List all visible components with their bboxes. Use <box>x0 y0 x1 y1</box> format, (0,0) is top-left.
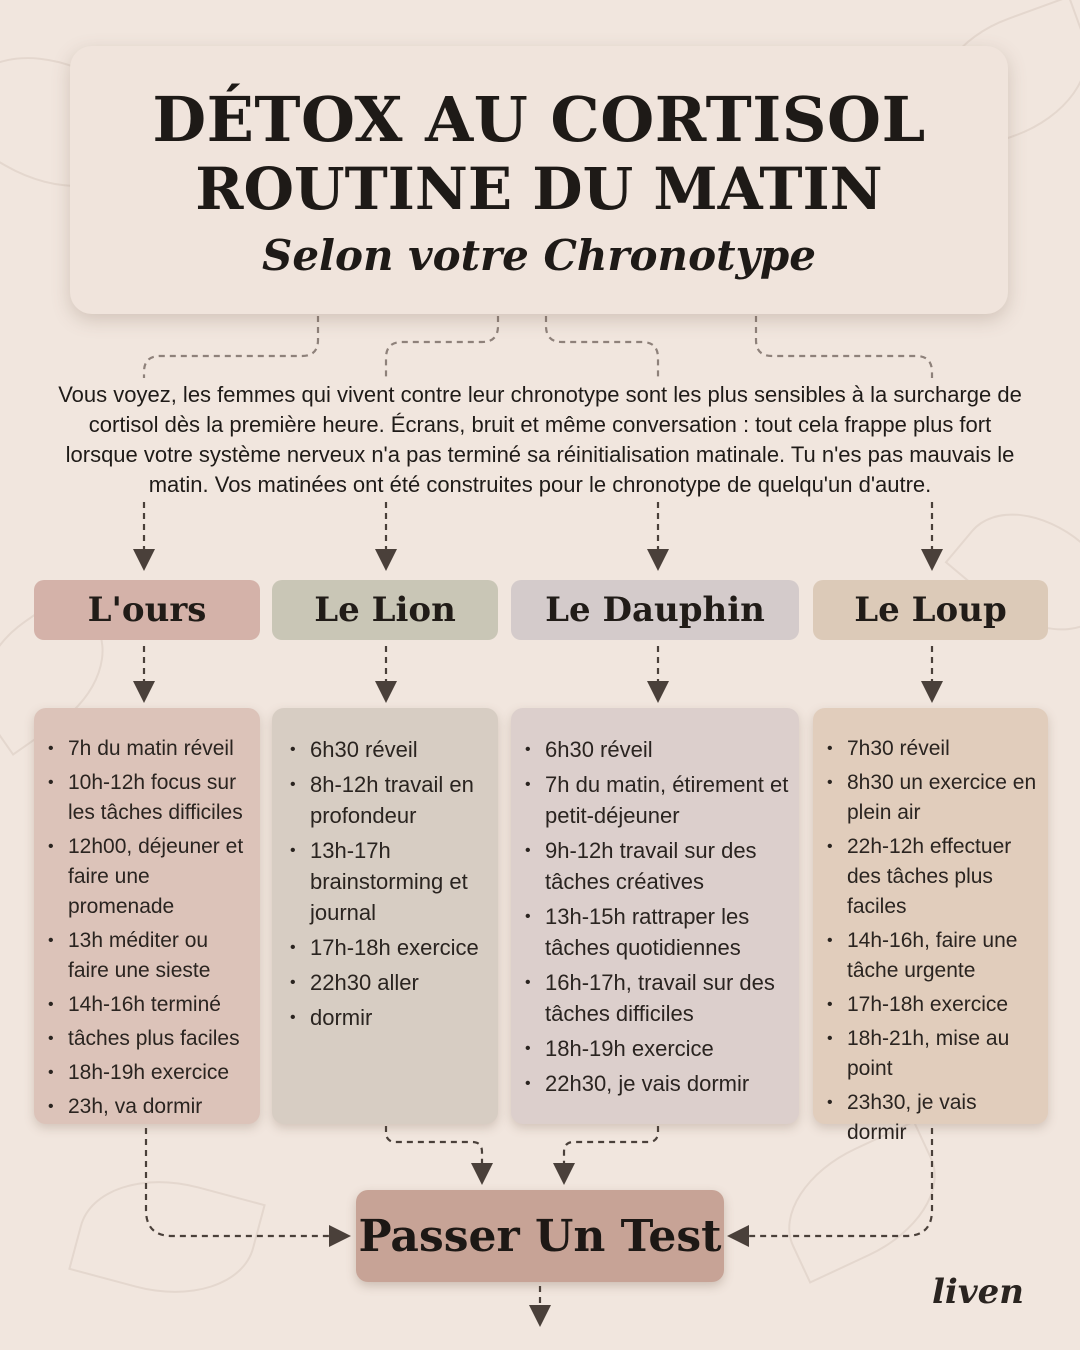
schedule-list <box>34 708 260 1122</box>
chronotype-name: L'ours <box>87 590 207 630</box>
take-test-label: Passer Un Test <box>358 1210 722 1262</box>
list-item: • 6h30 réveil <box>545 734 791 765</box>
liven-logo: liven <box>932 1272 1024 1312</box>
list-item: • 16h-17h, travail sur des tâches difficiles <box>545 967 791 1029</box>
page-subtitle: Selon votre Chronotype <box>261 231 817 280</box>
chronotype-name: Le Dauphin <box>545 590 765 630</box>
list-item: • 17h-18h exercice <box>847 990 1040 1020</box>
list-item: • 10h-12h focus sur les tâches difficiles <box>68 768 252 828</box>
list-item: • 13h-17h brainstorming et journal <box>310 835 490 928</box>
chronotype-name: Le Lion <box>314 590 456 630</box>
chronotype-header-wolf <box>813 580 1048 640</box>
list-item: • 8h-12h travail en profondeur <box>310 769 490 831</box>
list-item: • 23h30, je vais dormir <box>847 1088 1040 1148</box>
list-item: • 7h du matin réveil <box>68 734 252 764</box>
list-item: • 13h méditer ou faire une sieste <box>68 926 252 986</box>
chronotype-header-dolphin <box>511 580 799 640</box>
schedule-card-dolphin <box>511 708 799 1124</box>
chronotype-header-bear <box>34 580 260 640</box>
list-item: • 18h-19h exercice <box>68 1058 252 1088</box>
list-item: • 14h-16h terminé <box>68 990 252 1020</box>
list-item: • 7h du matin, étirement et petit-déjeuner <box>545 769 791 831</box>
list-item: • 7h30 réveil <box>847 734 1040 764</box>
chronotype-header-lion <box>272 580 498 640</box>
list-item: • 22h-12h effectuer des tâches plus faciles <box>847 832 1040 922</box>
list-item: • 18h-21h, mise au point <box>847 1024 1040 1084</box>
schedule-list <box>511 708 799 1099</box>
intro-paragraph: Vous voyez, les femmes qui vivent contre leur chronotype sont les plus sensibles à la surcharge de cortisol dès la première heure. Écrans, bruit et même conversation : tout cela frappe plus fort lorsque votre système nerveux n'a pas terminé sa réinitialisation matinale. Tu n'es pas mauvais le matin. Vos matinées ont été construites pour le chronotype de quelqu'un d'autre. <box>58 382 1022 497</box>
schedule-list <box>272 708 498 1033</box>
page-title-line2: ROUTINE DU MATIN <box>195 155 883 223</box>
list-item: • 6h30 réveil <box>310 734 490 765</box>
title-card <box>70 46 1008 314</box>
list-item: • 17h-18h exercice <box>310 932 490 963</box>
list-item: • 12h00, déjeuner et faire une promenade <box>68 832 252 922</box>
list-item: • tâches plus faciles <box>68 1024 252 1054</box>
list-item: • 13h-15h rattraper les tâches quotidiennes <box>545 901 791 963</box>
take-test-button[interactable] <box>356 1190 724 1282</box>
list-item: • 23h, va dormir <box>68 1092 252 1122</box>
chronotype-name: Le Loup <box>854 590 1007 630</box>
schedule-card-lion <box>272 708 498 1124</box>
list-item: • dormir <box>310 1002 490 1033</box>
list-item: • 22h30 aller <box>310 967 490 998</box>
schedule-list <box>813 708 1048 1148</box>
list-item: • 22h30, je vais dormir <box>545 1068 791 1099</box>
schedule-card-bear <box>34 708 260 1124</box>
schedule-card-wolf <box>813 708 1048 1144</box>
page-title: DÉTOX AU CORTISOL <box>152 83 926 156</box>
list-item: • 14h-16h, faire une tâche urgente <box>847 926 1040 986</box>
list-item: • 9h-12h travail sur des tâches créatives <box>545 835 791 897</box>
list-item: • 18h-19h exercice <box>545 1033 791 1064</box>
list-item: • 8h30 un exercice en plein air <box>847 768 1040 828</box>
